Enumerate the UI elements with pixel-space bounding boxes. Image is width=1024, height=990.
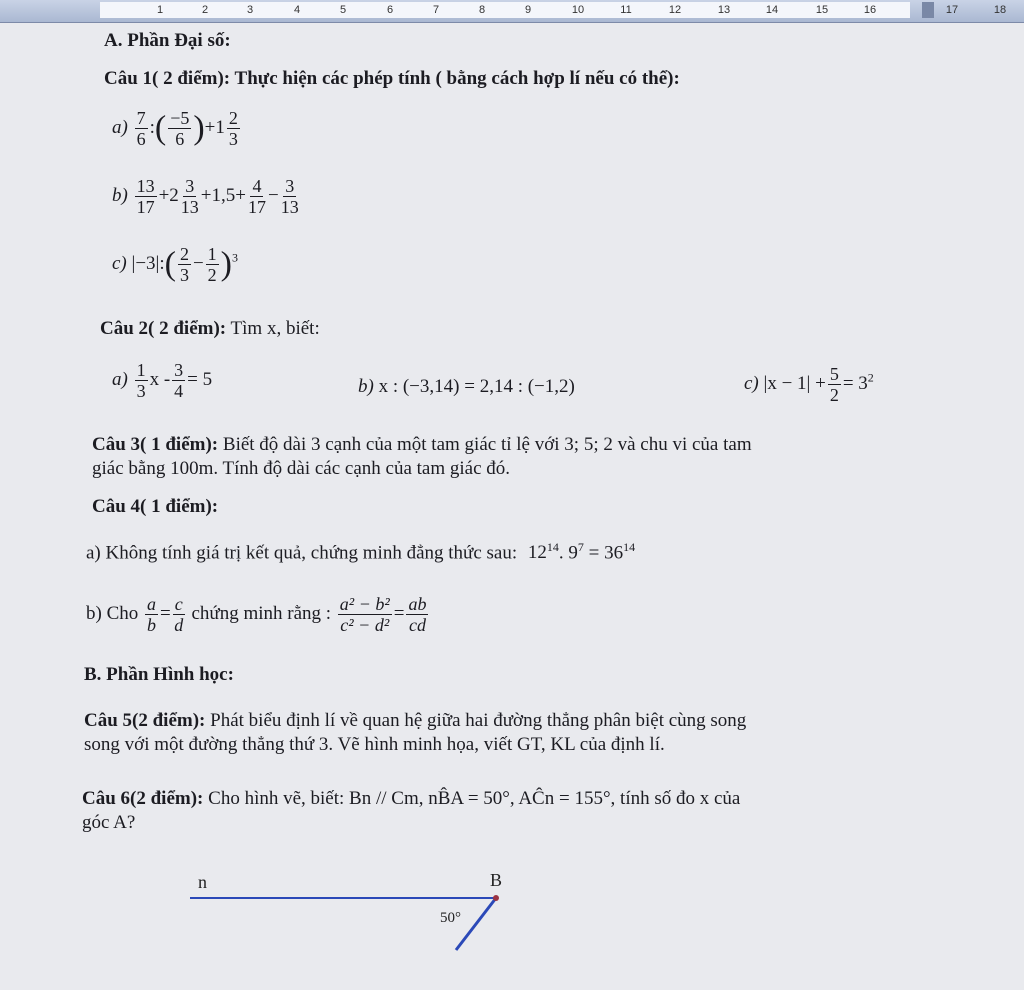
question-5-line-1: Câu 5(2 điểm): Phát biểu định lí về quan hệ giữa hai đường thẳng phân biệt cùng song bbox=[84, 710, 747, 731]
question-1b: b) $\frac{13}{17}$ +2 $\frac{3}{13}$ +1,5+ $\frac{4}{17}$ − $\frac{3}{13}$ bbox=[112, 176, 299, 217]
q1c-frac1: $\frac{2}{3}$ bbox=[179, 244, 189, 285]
q1b-frac4: $\frac{3}{13}$ bbox=[280, 176, 299, 217]
ruler-tick: 8 bbox=[478, 4, 486, 16]
question-4a: a) Không tính giá trị kết quả, chứng minh đẳng thức sau: $12^{14}$. $9^7 = 36^{14}$ bbox=[86, 540, 636, 564]
q1b-label: b) bbox=[112, 184, 128, 206]
part-b-heading: B. Phần Hình học: bbox=[84, 664, 234, 685]
question-3-line-1: Câu 3( 1 điểm): Biết độ dài 3 cạnh của một tam giác tỉ lệ với 3; 5; 2 và chu vi của tam bbox=[92, 434, 752, 455]
document-page[interactable] bbox=[0, 22, 1024, 990]
question-2 bbox=[100, 318, 320, 340]
q1b-frac1: $\frac{13}{17}$ bbox=[136, 176, 155, 217]
question-2c: c) |x − 1| + $\frac{5}{2}$ = $3^2$ bbox=[744, 364, 874, 405]
q2a-frac2: $\frac{3}{4}$ bbox=[174, 360, 184, 401]
question-1-title: Câu 1( 2 điểm): bbox=[104, 68, 231, 89]
question-2b: b) x : (−3,14) = 2,14 : (−1,2) bbox=[358, 376, 575, 397]
q1c-label: c) bbox=[112, 252, 127, 274]
question-6-line-2: góc A? bbox=[82, 812, 136, 833]
point-b bbox=[493, 895, 499, 901]
question-1c: c) |−3|:( $\frac{2}{3}$ − $\frac{1}{2}$ )$^3$ bbox=[112, 244, 238, 285]
question-1 bbox=[104, 68, 680, 90]
question-2-text: Tìm x, biết: bbox=[226, 318, 320, 339]
q1b-frac2: $\frac{3}{13}$ bbox=[180, 176, 199, 217]
question-3-line-2: giác bằng 100m. Tính độ dài các cạnh của tam giác đó. bbox=[92, 458, 511, 479]
ruler-tick: 12 bbox=[668, 4, 682, 16]
question-5-title: Câu 5(2 điểm): bbox=[84, 710, 206, 731]
ruler-tick: 14 bbox=[765, 4, 779, 16]
question-4-title: Câu 4( 1 điểm): bbox=[92, 496, 219, 517]
q1a-frac3: $\frac{2}{3}$ bbox=[228, 108, 238, 149]
q4b-frac4: $\frac{ab}{cd}$ bbox=[408, 594, 427, 635]
geometry-figure bbox=[170, 862, 530, 982]
q1b-frac3: $\frac{4}{17}$ bbox=[247, 176, 266, 217]
q2b-label: b) bbox=[358, 376, 374, 397]
ruler-tick: 17 bbox=[945, 4, 959, 16]
ruler-tick: 10 bbox=[571, 4, 585, 16]
question-4b: b) Cho $\frac{a}{b}$ = $\frac{c}{d}$ chứng minh rằng : $\frac{\text{a² − b²}}{\text{c² − d²}}$ = $\frac{ab}{cd}$ bbox=[86, 594, 427, 635]
ruler-tick: 6 bbox=[386, 4, 394, 16]
question-1a: a) $\frac{7}{6}$ :( $\frac{-5}{6}$ )+1 $\frac{2}{3}$ bbox=[112, 108, 238, 149]
ruler-writable-area bbox=[100, 2, 910, 18]
ruler-tick: 7 bbox=[432, 4, 440, 16]
label-b: B bbox=[490, 870, 503, 890]
line-ba bbox=[456, 898, 496, 950]
q4b-frac2: $\frac{c}{d}$ bbox=[174, 594, 184, 635]
question-3-title: Câu 3( 1 điểm): bbox=[92, 434, 219, 455]
ruler-tick: 16 bbox=[863, 4, 877, 16]
ruler-tick: 5 bbox=[339, 4, 347, 16]
q2c-frac: $\frac{5}{2}$ bbox=[829, 364, 839, 405]
part-a-heading: A. Phần Đại số: bbox=[104, 30, 231, 51]
ruler-tick: 9 bbox=[524, 4, 532, 16]
ruler-tick: 18 bbox=[993, 4, 1007, 16]
question-2-title: Câu 2( 2 điểm): bbox=[100, 318, 227, 339]
question-6-title: Câu 6(2 điểm): bbox=[82, 788, 204, 809]
label-n: n bbox=[198, 872, 207, 892]
q4b-frac3: $\frac{\text{a² − b²}}{\text{c² − d²}}$ bbox=[339, 594, 390, 635]
question-1-text: Thực hiện các phép tính ( bằng cách hợp lí nếu có thể): bbox=[230, 68, 680, 89]
ruler-tick: 11 bbox=[620, 4, 632, 16]
q2a-frac1: $\frac{1}{3}$ bbox=[136, 360, 146, 401]
q2c-label: c) bbox=[744, 372, 759, 394]
q4b-frac1: $\frac{a}{b}$ bbox=[147, 594, 156, 635]
q2a-label: a) bbox=[112, 368, 128, 390]
ruler bbox=[0, 0, 1024, 23]
question-2a: a) $\frac{1}{3}$ x - $\frac{3}{4}$ = 5 bbox=[112, 360, 213, 401]
angle-label: 50° bbox=[440, 910, 461, 926]
ruler-tick: 3 bbox=[246, 4, 254, 16]
ruler-tick: 15 bbox=[815, 4, 829, 16]
q1a-frac1: $\frac{7}{6}$ bbox=[136, 108, 146, 149]
ruler-indent-marker[interactable] bbox=[922, 2, 934, 18]
q1c-frac2: $\frac{1}{2}$ bbox=[207, 244, 217, 285]
question-6-line-1: Câu 6(2 điểm): Cho hình vẽ, biết: Bn // Cm, nB̂A = 50°, AĈn = 155°, tính số đo x của bbox=[82, 788, 741, 809]
ruler-tick: 4 bbox=[293, 4, 301, 16]
ruler-tick: 1 bbox=[156, 4, 164, 16]
q1a-label: a) bbox=[112, 116, 128, 138]
question-5-line-2: song với một đường thẳng thứ 3. Vẽ hình minh họa, viết GT, KL của định lí. bbox=[84, 734, 665, 755]
q1a-frac2: $\frac{-5}{6}$ bbox=[170, 108, 190, 149]
ruler-tick: 13 bbox=[717, 4, 731, 16]
ruler-tick: 2 bbox=[201, 4, 209, 16]
